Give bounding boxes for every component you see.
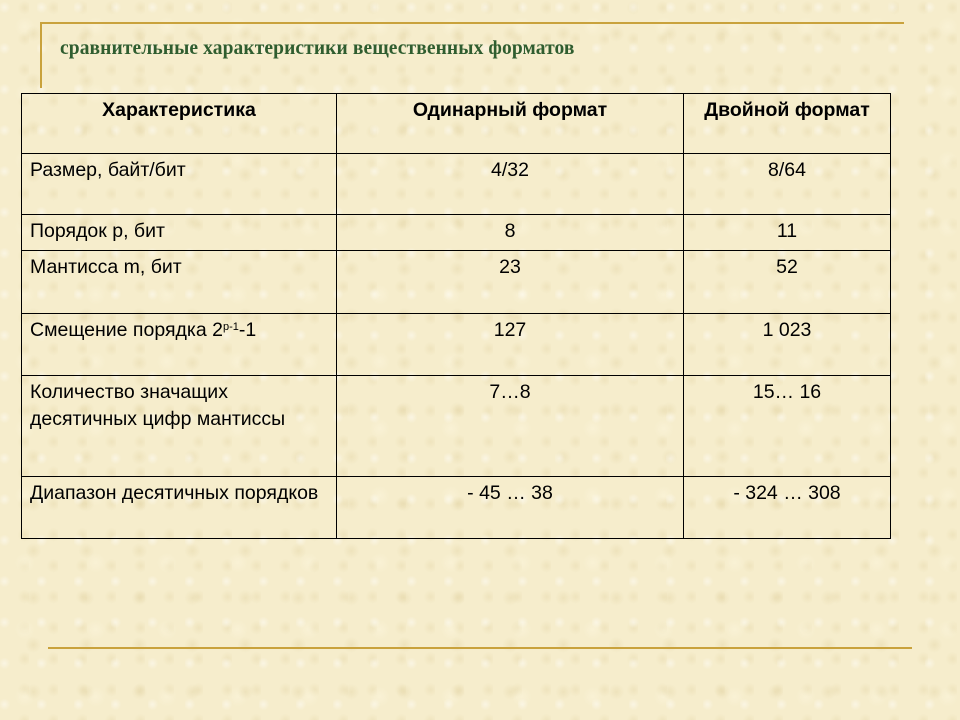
single-value: 4/32 [337, 154, 684, 215]
double-value: 8/64 [684, 154, 891, 215]
double-value: 15… 16 [684, 376, 891, 477]
table-row [22, 477, 891, 539]
double-value: - 324 … 308 [684, 477, 891, 539]
row-label: Количество значащих десятичных цифр мантиссы [22, 376, 337, 477]
double-value: 11 [684, 215, 891, 251]
comparison-table [21, 93, 891, 539]
row-label: Мантисса m, бит [22, 251, 337, 314]
single-value: - 45 … 38 [337, 477, 684, 539]
table-header-row [22, 94, 891, 154]
slide-title: сравнительные характеристики вещественных форматов [60, 38, 575, 59]
table-row [22, 215, 891, 251]
frame-left-line [40, 22, 42, 88]
double-value: 52 [684, 251, 891, 314]
table-row [22, 251, 891, 314]
row-label: Диапазон десятичных порядков [22, 477, 337, 539]
row-label [22, 314, 337, 376]
table-row [22, 376, 891, 477]
header-single-format: Одинарный формат [337, 94, 684, 154]
header-characteristic: Характеристика [22, 94, 337, 154]
table-row [22, 154, 891, 215]
row-label-base: Смещение порядка 2 [30, 319, 223, 341]
table-row [22, 314, 891, 376]
row-label-exponent: р-1 [222, 321, 239, 333]
single-value: 127 [337, 314, 684, 376]
row-label: Размер, байт/бит [22, 154, 337, 215]
single-value: 8 [337, 215, 684, 251]
header-double-format: Двойной формат [684, 94, 891, 154]
row-label: Порядок р, бит [22, 215, 337, 251]
frame-top-line [40, 22, 904, 24]
single-value: 7…8 [337, 376, 684, 477]
row-label-tail: -1 [238, 319, 257, 341]
frame-bottom-line [48, 647, 912, 649]
double-value: 1 023 [684, 314, 891, 376]
single-value: 23 [337, 251, 684, 314]
